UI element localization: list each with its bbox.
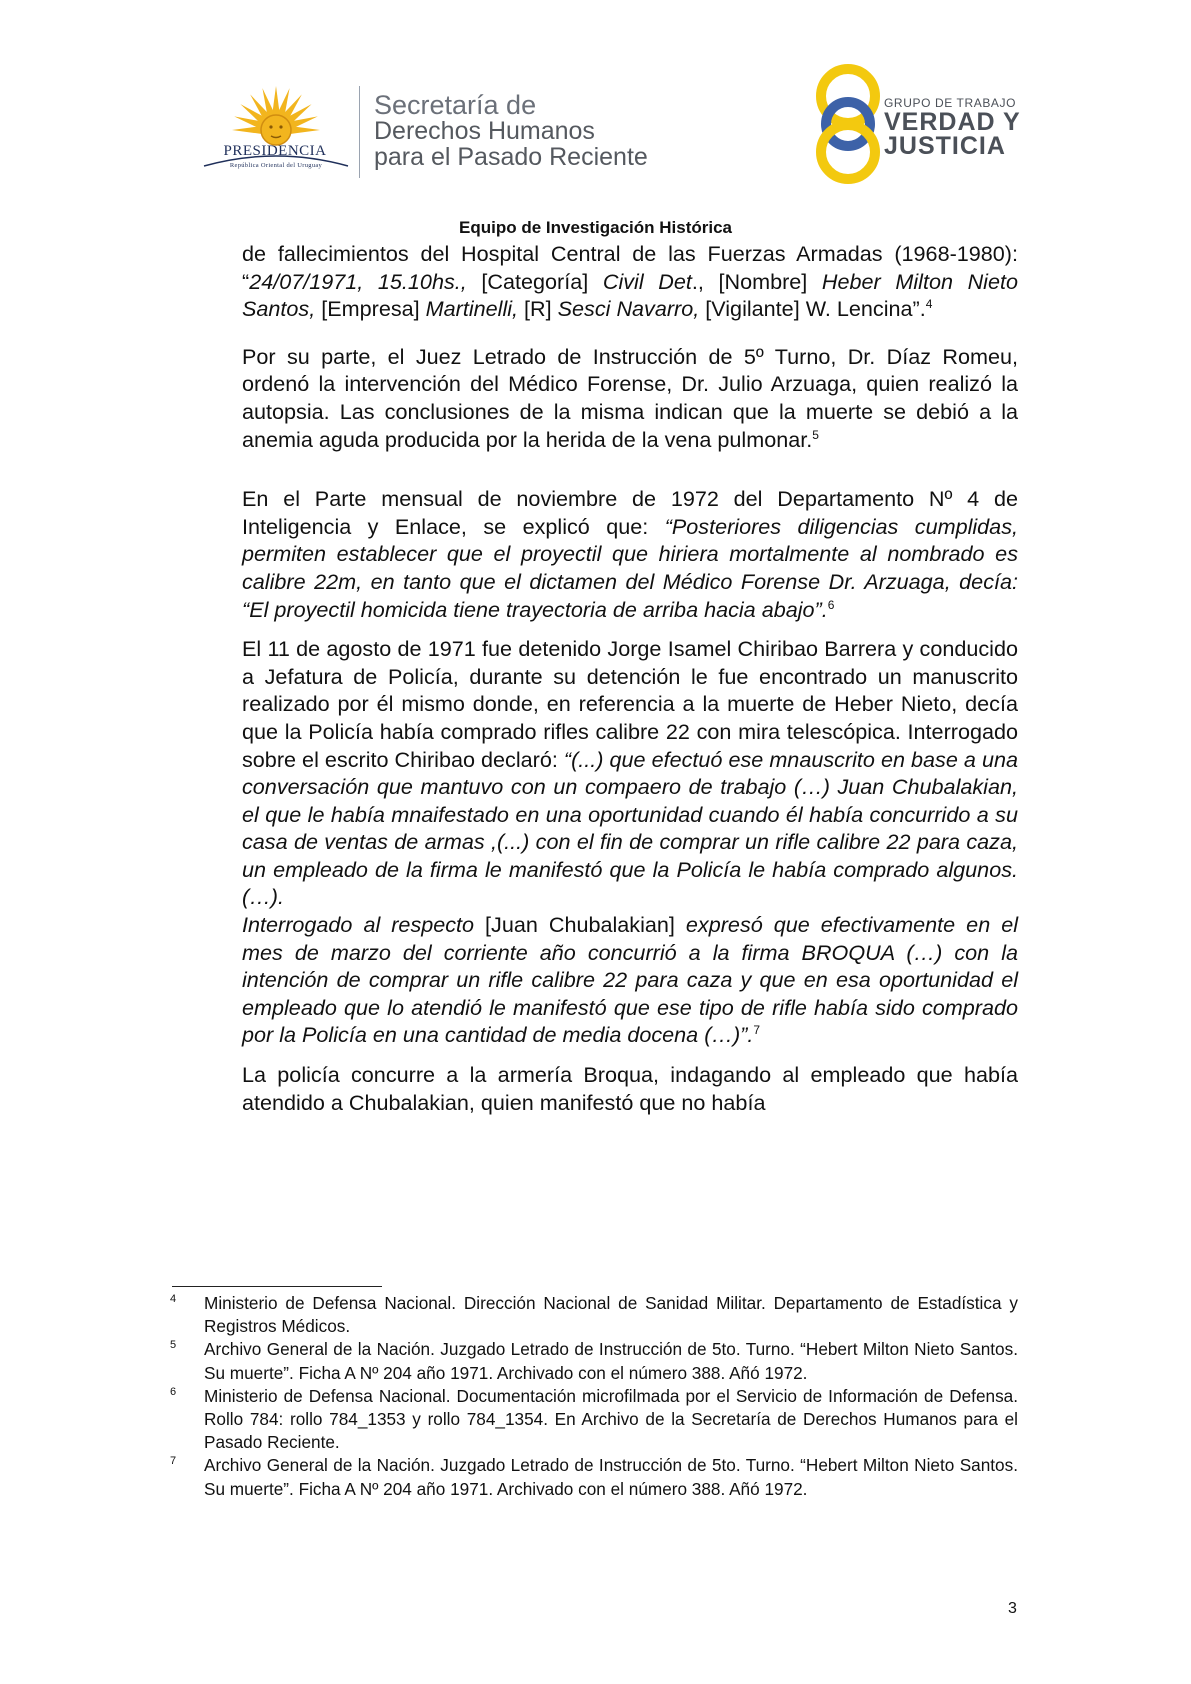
secretaria-line2: Derechos Humanos	[374, 117, 595, 145]
footnote-text: Ministerio de Defensa Nacional. Dirección Nacional de Sanidad Militar. Departamento de Estadística y Registros Médicos.	[204, 1293, 1018, 1337]
secretaria-line3: para el Pasado Reciente	[374, 143, 648, 171]
secretaria-logo-text	[374, 92, 648, 170]
republica-label: República Oriental del Uruguay	[229, 162, 323, 169]
grupo-logo-text	[884, 96, 1021, 158]
footnote-text: Ministerio de Defensa Nacional. Documentación microfilmada por el Servicio de Información de Defensa. Rollo 784: rollo 784_1353 y rollo 784_1354. En Archivo de la Secretaría de Derechos Humanos para el Pasado Reciente.	[204, 1385, 1018, 1453]
page-number: 3	[1008, 1600, 1017, 1617]
paragraph-1: de fallecimientos del Hospital Central de las Fuerzas Armadas (1968-1980): “24/07/1971, 15.10hs., [Categoría] Civil Det., [Nombre] Heber Milton Nieto Santos, [Empresa] Martinelli, [R] Sesci Navarro, [Vigilante] W. Lencina”.$^4$	[242, 241, 1018, 322]
team-title: Equipo de Investigación Histórica	[459, 218, 732, 237]
verdad-justicia-rings-icon	[808, 64, 888, 184]
footnotes	[170, 1292, 1018, 1501]
grupo-line2: VERDAD Y	[884, 108, 1021, 136]
paragraph-3: En el Parte mensual de noviembre de 1972 del Departamento Nº 4 de Inteligencia y Enlace, se explicó que: “Posteriores diligencias cumplidas, permiten establecer que el proyectil que hiriera mortalmente al nombrado es calibre 22m, en tanto que el dictamen del Médico Forense Dr. Arzuaga, decía: “El proyectil homicida tiene trayectoria de arriba hacia abajo”.$^6$	[242, 486, 1018, 622]
header-divider	[359, 86, 360, 178]
footnote-6	[170, 1385, 1018, 1455]
footnote-ref-7[interactable]: 7	[753, 1023, 761, 1038]
document-body	[242, 240, 1018, 1116]
footnote-7	[170, 1454, 1018, 1500]
footnote-text: Archivo General de la Nación. Juzgado Letrado de Instrucción de 5to. Turno. “Hebert Milton Nieto Santos. Su muerte”. Ficha A Nº 204 año 1971. Archivado con el número 388. Añó 1972.	[204, 1339, 1018, 1383]
letterhead	[0, 0, 1191, 200]
paragraph-5: Interrogado al respecto [Juan Chubalakian] expresó que efectivamente en el mes de marzo del corriente año concurrió a la firma BROQUA (…) con la intención de comprar un rifle calibre 22 para caza y que en esa oportunidad el empleado que lo atendió le manifestó que ese tipo de rifle había sido comprado por la Policía en una cantidad de media docena (…)”.$^7$	[242, 912, 1019, 1048]
footnote-number: 7	[170, 1455, 177, 1468]
secretaria-line1: Secretaría de	[374, 90, 537, 120]
footnote-separator	[172, 1286, 382, 1287]
paragraph-2: Por su parte, el Juez Letrado de Instrucción de 5º Turno, Dr. Díaz Romeu, ordenó la intervención del Médico Forense, Dr. Julio Arzuaga, quien realizó la autopsia. Las conclusiones de la misma indican que la muerte se debió a la anemia aguda producida por la herida de la vena pulmonar.$^5$	[242, 343, 1018, 452]
paragraph-4: El 11 de agosto de 1971 fue detenido Jorge Isamel Chiribao Barrera y conducido a Jefatura de Policía, durante su detención le fue encontrado un manuscrito realizado por él mismo donde, en referencia a la muerte de Heber Nieto, decía que la Policía había comprado rifles calibre 22 con mira telescópica. Interrogado sobre el escrito Chiribao declaró: “(...) que efectuó ese mnauscrito en base a una conversación que mantuvo con un compaero de trabajo (…) Juan Chubalakian, el que le había mnaifestado en una oportunidad cuando él había concurrido a su casa de ventas de armas ,(...) con el fin de comprar un rifle calibre 22 para caza, un empleado de la firma le manifestó que la Policía le había comprado algunos. (…).	[242, 636, 1018, 910]
paragraph-6: La policía concurre a la armería Broqua, indagando al empleado que había atendido a Chubalakian, quien manifestó que no había	[242, 1062, 1018, 1115]
grupo-line3: JUSTICIA	[884, 132, 1006, 160]
footnote-ref-6[interactable]: 6	[827, 597, 835, 612]
presidencia-label: PRESIDENCIA	[223, 143, 327, 159]
footnote-number: 5	[170, 1339, 177, 1352]
grupo-line1: GRUPO DE TRABAJO	[884, 96, 1017, 110]
footnote-number: 4	[170, 1293, 177, 1305]
footnote-ref-4[interactable]: 4	[925, 297, 933, 311]
footnote-4	[170, 1292, 1018, 1338]
footnote-ref-5[interactable]: 5	[812, 427, 819, 442]
footnote-text: Archivo General de la Nación. Juzgado Letrado de Instrucción de 5to. Turno. “Hebert Milton Nieto Santos. Su muerte”. Ficha A Nº 204 año 1971. Archivado con el número 388. Añó 1972.	[204, 1455, 1018, 1499]
footnote-number: 6	[170, 1385, 177, 1398]
footnote-5	[170, 1338, 1018, 1384]
